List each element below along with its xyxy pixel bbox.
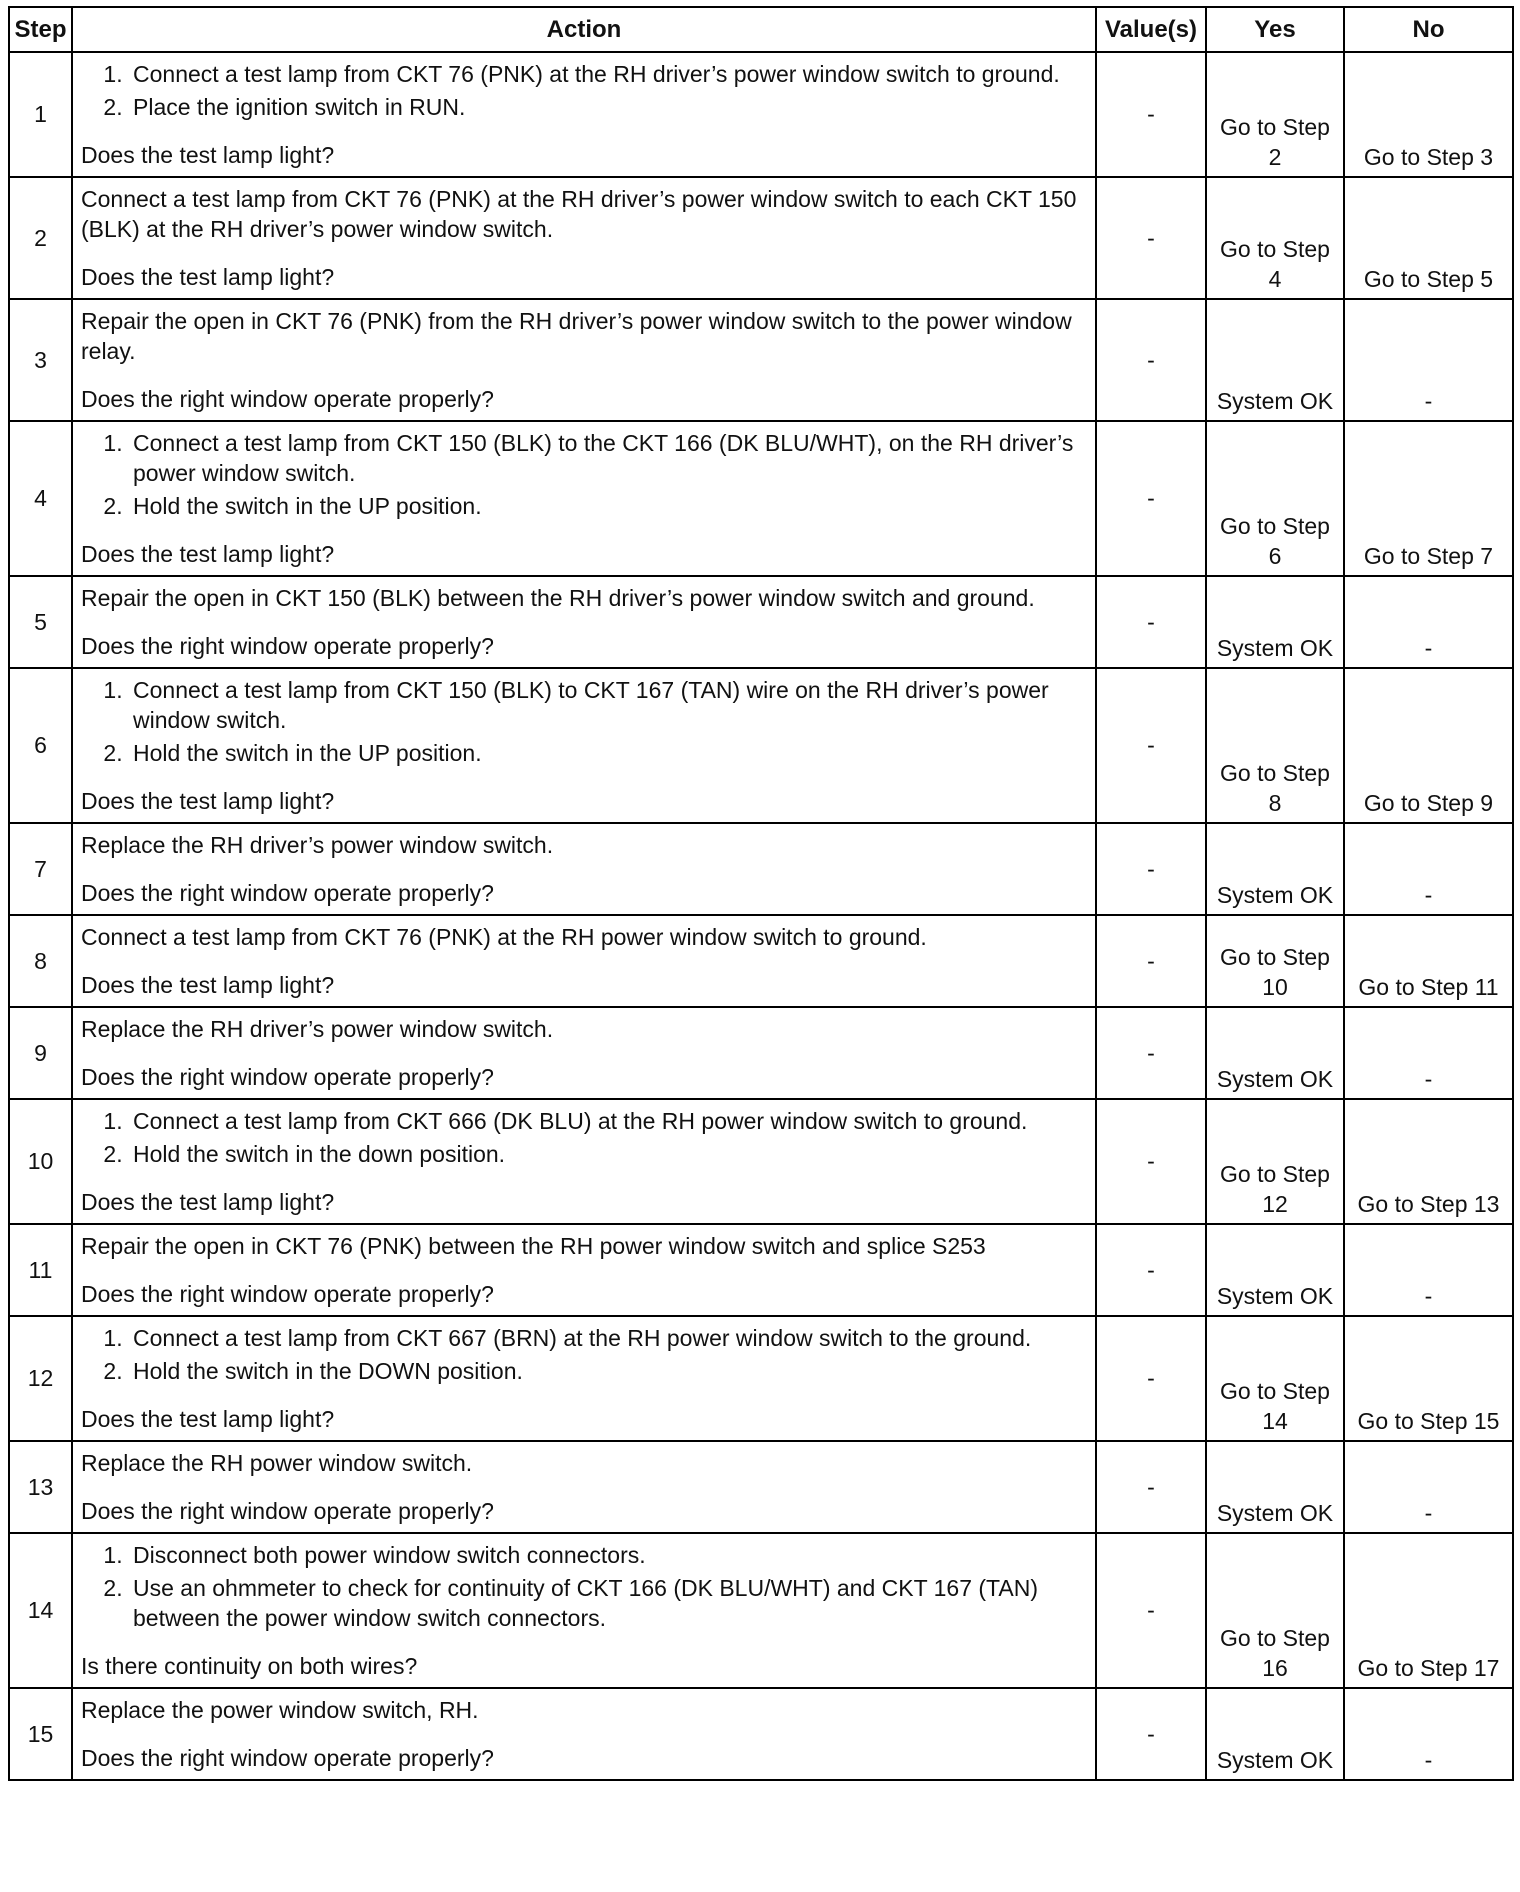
table-row — [9, 823, 1513, 915]
yes-outcome: Go to Step 6 — [1206, 421, 1344, 576]
step-number: 7 — [9, 823, 72, 915]
substep-item: 1. Connect a test lamp from CKT 150 (BLK) to CKT 167 (TAN) wire on the RH driver’s power window switch. — [129, 675, 1087, 735]
table-row — [9, 421, 1513, 576]
no-outcome: - — [1344, 1688, 1513, 1780]
value-cell: - — [1096, 421, 1206, 576]
value-cell: - — [1096, 1533, 1206, 1688]
table-row — [9, 1688, 1513, 1780]
action-cell — [72, 1007, 1096, 1099]
value-cell: - — [1096, 1224, 1206, 1316]
step-number: 4 — [9, 421, 72, 576]
value-cell: - — [1096, 576, 1206, 668]
table-row — [9, 1533, 1513, 1688]
value-cell: - — [1096, 668, 1206, 823]
header-yes: Yes — [1206, 7, 1344, 52]
substep-item: 2. Hold the switch in the down position. — [129, 1139, 1087, 1169]
no-outcome: Go to Step 3 — [1344, 52, 1513, 177]
question-text: Does the right window operate properly? — [81, 1498, 494, 1524]
substep-item: 1. Connect a test lamp from CKT 76 (PNK) at the RH driver’s power window switch to ground. — [129, 59, 1087, 89]
substep-item: 2. Place the ignition switch in RUN. — [129, 92, 1087, 122]
table-row — [9, 1007, 1513, 1099]
question-text: Is there continuity on both wires? — [81, 1653, 418, 1679]
question-text: Does the right window operate properly? — [81, 880, 494, 906]
question-text: Does the test lamp light? — [81, 788, 335, 814]
table-row — [9, 1224, 1513, 1316]
action-cell — [72, 915, 1096, 1007]
action-cell — [72, 823, 1096, 915]
table-row — [9, 915, 1513, 1007]
substep-item: 1. Disconnect both power window switch connectors. — [129, 1540, 1087, 1570]
instruction-text: Connect a test lamp from CKT 76 (PNK) at the RH power window switch to ground. — [81, 924, 927, 950]
no-outcome: - — [1344, 299, 1513, 421]
yes-outcome: Go to Step 2 — [1206, 52, 1344, 177]
action-cell — [72, 299, 1096, 421]
substep-list — [81, 1106, 1087, 1169]
no-outcome: - — [1344, 1224, 1513, 1316]
action-cell — [72, 668, 1096, 823]
no-outcome: Go to Step 5 — [1344, 177, 1513, 299]
yes-outcome: System OK — [1206, 1441, 1344, 1533]
question-text: Does the right window operate properly? — [81, 1064, 494, 1090]
yes-outcome: Go to Step 4 — [1206, 177, 1344, 299]
instruction-text: Repair the open in CKT 150 (BLK) between the RH driver’s power window switch and ground. — [81, 585, 1035, 611]
action-cell — [72, 1688, 1096, 1780]
action-cell — [72, 1224, 1096, 1316]
action-cell — [72, 52, 1096, 177]
step-number: 9 — [9, 1007, 72, 1099]
question-text: Does the test lamp light? — [81, 264, 335, 290]
value-cell: - — [1096, 1316, 1206, 1441]
substep-item: 2. Hold the switch in the DOWN position. — [129, 1356, 1087, 1386]
question-text: Does the right window operate properly? — [81, 1745, 494, 1771]
instruction-text: Replace the RH power window switch. — [81, 1450, 473, 1476]
action-cell — [72, 1316, 1096, 1441]
yes-outcome: Go to Step 8 — [1206, 668, 1344, 823]
substep-item: 2. Hold the switch in the UP position. — [129, 738, 1087, 768]
no-outcome: Go to Step 13 — [1344, 1099, 1513, 1224]
substep-list — [81, 428, 1087, 521]
diagnostic-table — [8, 6, 1514, 1781]
step-number: 1 — [9, 52, 72, 177]
yes-outcome: Go to Step 12 — [1206, 1099, 1344, 1224]
diagnostic-table-container — [8, 6, 1512, 1781]
table-row — [9, 668, 1513, 823]
question-text: Does the test lamp light? — [81, 972, 335, 998]
question-text: Does the right window operate properly? — [81, 386, 494, 412]
no-outcome: Go to Step 11 — [1344, 915, 1513, 1007]
step-number: 15 — [9, 1688, 72, 1780]
table-row — [9, 52, 1513, 177]
yes-outcome: System OK — [1206, 576, 1344, 668]
action-cell — [72, 177, 1096, 299]
instruction-text: Connect a test lamp from CKT 76 (PNK) at the RH driver’s power window switch to each CKT 150 (BLK) at the RH driver’s power window switch. — [81, 186, 1077, 242]
header-step: Step — [9, 7, 72, 52]
yes-outcome: System OK — [1206, 1007, 1344, 1099]
action-cell — [72, 576, 1096, 668]
no-outcome: Go to Step 17 — [1344, 1533, 1513, 1688]
table-row — [9, 177, 1513, 299]
substep-item: 2. Hold the switch in the UP position. — [129, 491, 1087, 521]
yes-outcome: System OK — [1206, 1688, 1344, 1780]
action-cell — [72, 1533, 1096, 1688]
question-text: Does the test lamp light? — [81, 1406, 335, 1432]
header-action: Action — [72, 7, 1096, 52]
yes-outcome: Go to Step 16 — [1206, 1533, 1344, 1688]
yes-outcome: System OK — [1206, 1224, 1344, 1316]
value-cell: - — [1096, 1007, 1206, 1099]
value-cell: - — [1096, 1688, 1206, 1780]
action-cell — [72, 1099, 1096, 1224]
substep-item: 1. Connect a test lamp from CKT 150 (BLK) to the CKT 166 (DK BLU/WHT), on the RH driver’s power window switch. — [129, 428, 1087, 488]
substep-item: 2. Use an ohmmeter to check for continuity of CKT 166 (DK BLU/WHT) and CKT 167 (TAN) between the power window switch connectors. — [129, 1573, 1087, 1633]
step-number: 5 — [9, 576, 72, 668]
instruction-text: Replace the RH driver’s power window switch. — [81, 832, 554, 858]
table-row — [9, 299, 1513, 421]
value-cell: - — [1096, 915, 1206, 1007]
action-cell — [72, 421, 1096, 576]
table-body — [9, 52, 1513, 1780]
step-number: 2 — [9, 177, 72, 299]
value-cell: - — [1096, 1099, 1206, 1224]
question-text: Does the right window operate properly? — [81, 633, 494, 659]
no-outcome: Go to Step 9 — [1344, 668, 1513, 823]
instruction-text: Replace the power window switch, RH. — [81, 1697, 479, 1723]
question-text: Does the test lamp light? — [81, 142, 335, 168]
step-number: 3 — [9, 299, 72, 421]
value-cell: - — [1096, 299, 1206, 421]
question-text: Does the right window operate properly? — [81, 1281, 494, 1307]
substep-item: 1. Connect a test lamp from CKT 667 (BRN) at the RH power window switch to the ground. — [129, 1323, 1087, 1353]
no-outcome: - — [1344, 823, 1513, 915]
substep-list — [81, 1323, 1087, 1386]
step-number: 11 — [9, 1224, 72, 1316]
step-number: 6 — [9, 668, 72, 823]
no-outcome: - — [1344, 576, 1513, 668]
substep-list — [81, 675, 1087, 768]
value-cell: - — [1096, 52, 1206, 177]
step-number: 14 — [9, 1533, 72, 1688]
no-outcome: - — [1344, 1007, 1513, 1099]
yes-outcome: System OK — [1206, 299, 1344, 421]
header-values: Value(s) — [1096, 7, 1206, 52]
step-number: 8 — [9, 915, 72, 1007]
yes-outcome: Go to Step 14 — [1206, 1316, 1344, 1441]
table-row — [9, 576, 1513, 668]
step-number: 13 — [9, 1441, 72, 1533]
table-row — [9, 1316, 1513, 1441]
step-number: 12 — [9, 1316, 72, 1441]
question-text: Does the test lamp light? — [81, 1189, 335, 1215]
step-number: 10 — [9, 1099, 72, 1224]
substep-list — [81, 1540, 1087, 1633]
yes-outcome: Go to Step 10 — [1206, 915, 1344, 1007]
no-outcome: Go to Step 7 — [1344, 421, 1513, 576]
table-row — [9, 1099, 1513, 1224]
no-outcome: Go to Step 15 — [1344, 1316, 1513, 1441]
table-row — [9, 1441, 1513, 1533]
question-text: Does the test lamp light? — [81, 541, 335, 567]
value-cell: - — [1096, 1441, 1206, 1533]
instruction-text: Replace the RH driver’s power window switch. — [81, 1016, 554, 1042]
header-no: No — [1344, 7, 1513, 52]
substep-item: 1. Connect a test lamp from CKT 666 (DK BLU) at the RH power window switch to ground. — [129, 1106, 1087, 1136]
yes-outcome: System OK — [1206, 823, 1344, 915]
instruction-text: Repair the open in CKT 76 (PNK) between the RH power window switch and splice S253 — [81, 1233, 986, 1259]
substep-list — [81, 59, 1087, 122]
value-cell: - — [1096, 177, 1206, 299]
action-cell — [72, 1441, 1096, 1533]
no-outcome: - — [1344, 1441, 1513, 1533]
header-row — [9, 7, 1513, 52]
instruction-text: Repair the open in CKT 76 (PNK) from the RH driver’s power window switch to the power window relay. — [81, 308, 1072, 364]
value-cell: - — [1096, 823, 1206, 915]
